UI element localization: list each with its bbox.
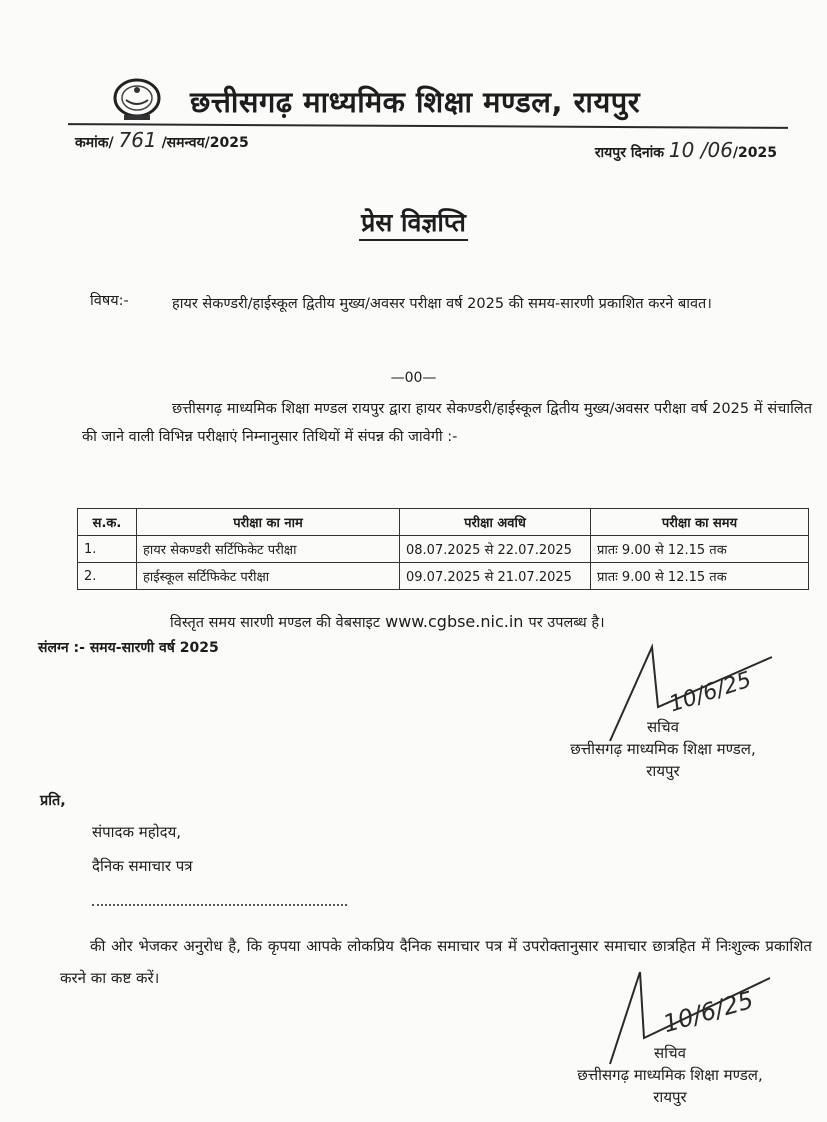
document-title: प्रेस विज्ञप्ति [0, 205, 827, 239]
col-header-serial: स.क. [78, 509, 137, 536]
signatory-designation: सचिव [647, 718, 679, 736]
date-prefix: रायपुर दिनांक [594, 145, 665, 161]
website-note: विस्तृत समय सारणी मण्डल की वेबसाइट www.cgbse.nic.in पर उपलब्ध है। [170, 612, 605, 631]
signatory-city: रायपुर [646, 762, 680, 780]
col-header-time: परीक्षा का समय [591, 509, 809, 536]
cell-time: प्रातः 9.00 से 12.15 तक [591, 536, 809, 563]
signature-1-block [538, 716, 788, 782]
table-header-row [78, 509, 809, 536]
cell-duration: 09.07.2025 से 21.07.2025 [400, 563, 591, 590]
recipient-label: प्रति, [40, 793, 66, 809]
cell-serial: 1. [78, 536, 137, 563]
signatory-organization: छत्तीसगढ़ माध्यमिक शिक्षा मण्डल, [577, 1066, 763, 1084]
subject-text: हायर सेकण्डरी/हाईस्कूल द्वितीय मुख्य/अवसर परीक्षा वर्ष 2025 की समय-सारणी प्रकाशित करने बावत। [172, 296, 712, 312]
website-link[interactable]: www.cgbse.nic.in [385, 612, 524, 631]
cell-time: प्रातः 9.00 से 12.15 तक [591, 563, 809, 590]
date-year: /2025 [732, 145, 777, 161]
ref-prefix: कमांक/ [75, 135, 114, 151]
recipient-line-1: संपादक महोदय, [92, 823, 182, 841]
signature-2-date: 10/6/25 [659, 985, 757, 1039]
dotted-line [92, 896, 347, 906]
recipient-line-2: दैनिक समाचार पत्र [92, 857, 193, 875]
signatory-city: रायपुर [653, 1088, 687, 1106]
signatory-organization: छत्तीसगढ़ माध्यमिक शिक्षा मण्डल, [570, 740, 756, 758]
cell-serial: 2. [78, 563, 137, 590]
ref-suffix: /समन्वय/2025 [161, 135, 249, 151]
request-paragraph: की ओर भेजकर अनुरोध है, कि कृपया आपके लोकप्रिय दैनिक समाचार पत्र में उपरोक्तानुसार समाचार छात्रहित में निःशुल्क प्रकाशित करने का कष्ट करें। [60, 937, 812, 987]
signature-2-block [545, 1042, 795, 1108]
enclosure-note: संलग्न :- समय-सारणी वर्ष 2025 [38, 640, 219, 656]
exam-schedule-table [77, 508, 809, 590]
letter-date [595, 138, 777, 162]
cell-duration: 08.07.2025 से 22.07.2025 [400, 536, 591, 563]
cell-exam-name: हाईस्कूल सर्टिफिकेट परीक्षा [137, 563, 400, 590]
section-separator: —00— [390, 370, 437, 386]
organization-name: छत्तीसगढ़ माध्यमिक शिक्षा मण्डल, रायपुर [190, 85, 641, 119]
table-row [78, 563, 809, 590]
col-header-exam-name: परीक्षा का नाम [137, 509, 400, 536]
reference-number [75, 128, 249, 152]
col-header-duration: परीक्षा अवधि [400, 509, 591, 536]
signatory-designation: सचिव [654, 1044, 686, 1062]
body-paragraph: छत्तीसगढ़ माध्यमिक शिक्षा मण्डल रायपुर द्वारा हायर सेकण्डरी/हाईस्कूल द्वितीय मुख्य/अवसर परीक्षा वर्ष 2025 में संचालित की जाने वाली विभिन्न परीक्षाएं निम्नानुसार तिथियों में संपन्न की जावेगी :- [82, 401, 812, 445]
table-row [78, 536, 809, 563]
signature-1-date: 10/6/25 [666, 667, 755, 718]
subject-label: विषय:- [90, 293, 129, 309]
date-handwritten: 10 /06 [668, 138, 733, 162]
board-emblem-icon [112, 78, 162, 122]
cell-exam-name: हायर सेकण्डरी सर्टिफिकेट परीक्षा [137, 536, 400, 563]
ref-number-handwritten: 761 [118, 128, 157, 152]
